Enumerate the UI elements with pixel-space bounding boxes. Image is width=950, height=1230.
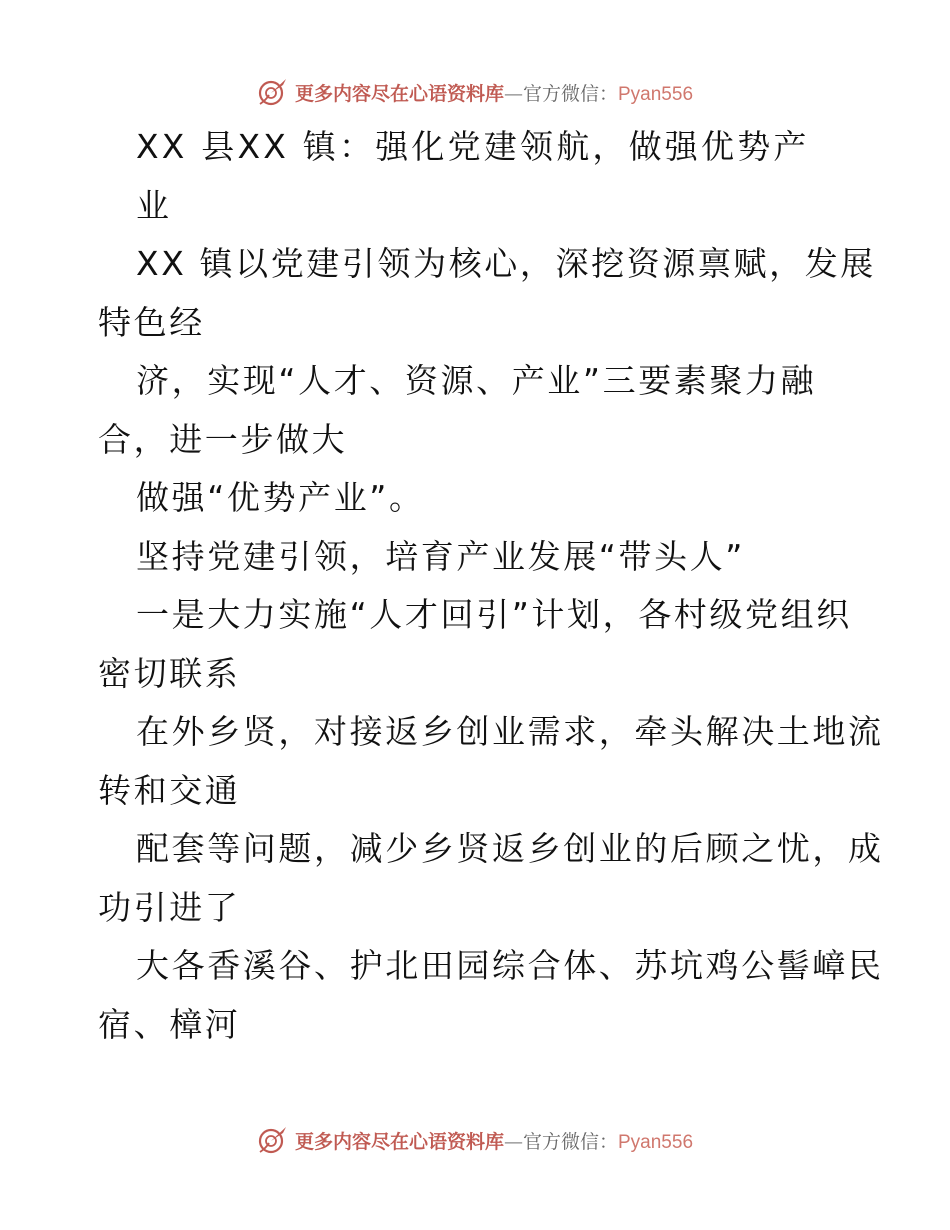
document-body xyxy=(98,118,884,1054)
header-watermark-banner xyxy=(0,72,950,112)
paragraph-line: 坚持党建引领，培育产业发展“带头人” xyxy=(136,536,745,576)
header-brand: 更多内容尽在心语资料库 xyxy=(294,82,504,105)
paragraph-line: 密切联系 xyxy=(98,653,241,693)
header-label: 官方微信： xyxy=(522,82,618,105)
document-title-line: XX 县XX 镇：强化党建领航，做强优势产 xyxy=(136,127,810,166)
paragraph-line: 合，进一步做大 xyxy=(98,419,348,459)
header-wechat-id: Pyan556 xyxy=(618,83,694,105)
paragraph-line: 功引进了 xyxy=(98,887,241,927)
footer-wechat-id: Pyan556 xyxy=(618,1131,694,1153)
paragraph-line: 做强“优势产业”。 xyxy=(136,478,425,517)
paragraph-line: 在外乡贤，对接返乡创业需求，牵头解决土地流 xyxy=(136,712,884,751)
paragraph-line: 大各香溪谷、护北田园综合体、苏坑鸡公髻嶂民 xyxy=(136,946,884,985)
header-dash: — xyxy=(503,82,523,105)
document-title-line: 业 xyxy=(136,185,173,225)
paragraph-line: 一是大力实施“人才回引”计划，各村级党组织 xyxy=(136,595,852,634)
paragraph-line: 济，实现“人才、资源、产业”三要素聚力融 xyxy=(136,361,817,400)
footer-brand: 更多内容尽在心语资料库 xyxy=(294,1130,504,1153)
paragraph-line: 配套等问题，减少乡贤返乡创业的后顾之忧，成 xyxy=(136,829,884,868)
footer-dash: — xyxy=(503,1130,523,1153)
footer-watermark-text xyxy=(295,1127,693,1154)
header-watermark-text xyxy=(295,79,693,106)
quill-pen-logo-icon xyxy=(257,76,289,108)
footer-watermark-banner xyxy=(0,1120,950,1160)
paragraph-line: 宿、樟河 xyxy=(98,1004,241,1044)
paragraph-line: 特色经 xyxy=(98,302,205,342)
footer-label: 官方微信： xyxy=(522,1130,618,1153)
paragraph-line: 转和交通 xyxy=(98,770,241,810)
quill-pen-logo-icon xyxy=(257,1124,289,1156)
paragraph-line: XX 镇以党建引领为核心，深挖资源禀赋，发展 xyxy=(136,244,876,283)
